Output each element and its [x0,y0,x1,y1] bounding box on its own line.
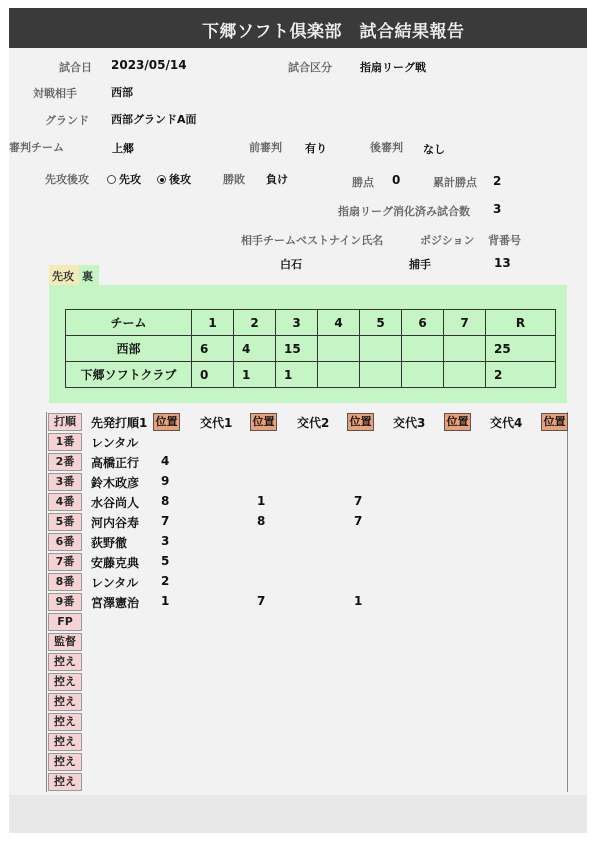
scoreboard-score-cell[interactable]: 15 [276,336,318,362]
scoreboard-header-inning-1: 1 [192,310,234,336]
batting-order-badge: 8番 [48,573,82,591]
scoreboard-score-cell[interactable] [360,362,402,388]
scoreboard-score-cell[interactable] [360,336,402,362]
batting-order-badge: 監督 [48,633,82,651]
points-value[interactable]: 0 [392,173,401,187]
batting-order-badge: 2番 [48,453,82,471]
scoreboard-score-cell[interactable] [318,362,360,388]
scoreboard-score-cell[interactable] [402,336,444,362]
report-sheet [9,8,587,833]
position-number[interactable]: 1 [161,594,170,608]
position-number[interactable]: 8 [161,494,170,508]
header-bar [9,8,587,48]
date-value[interactable]: 2023/05/14 [111,58,187,72]
radio-first[interactable]: 先攻 [107,171,141,187]
radio-second[interactable]: 後攻 [157,171,191,187]
total-points-label: 累計勝点 [433,176,477,189]
lineup-row [47,652,569,672]
scoreboard-team-name: 西部 [66,336,192,362]
result-value[interactable]: 負け [266,173,288,186]
radio-on-icon [157,175,166,184]
batting-order-badge: 5番 [48,513,82,531]
scoreboard-header-team: チーム [66,310,192,336]
lineup-row [47,452,569,472]
lineup-row [47,672,569,692]
player-name[interactable]: レンタル [91,436,139,450]
result-label: 勝敗 [223,173,245,186]
scoreboard-header-inning-3: 3 [276,310,318,336]
lineup-row [47,432,569,452]
position-number[interactable]: 1 [354,594,363,608]
lineup-header-position: 位置 [541,413,568,431]
scoreboard-panel [49,285,567,403]
batting-order-label: 先攻後攻 [45,173,89,186]
footer-bar [9,795,587,833]
lineup-header-position: 位置 [250,413,277,431]
player-name[interactable]: 河内谷寿 [91,516,140,530]
lineup-header-order: 打順 [48,413,82,431]
position-label: ポジション [420,234,475,247]
scoreboard-header-inning-7: 7 [444,310,486,336]
player-name[interactable]: レンタル [91,576,139,590]
position-number[interactable]: 9 [161,474,170,488]
batting-order-badge: 1番 [48,433,82,451]
scoreboard-score-cell[interactable] [444,336,486,362]
batting-order-badge: 4番 [48,493,82,511]
lineup-row [47,512,569,532]
scoreboard-score-cell[interactable] [402,362,444,388]
batting-order-badge: 9番 [48,593,82,611]
lineup-header-starter: 先発打順1 [91,416,148,430]
scoreboard-header-inning-4: 4 [318,310,360,336]
opponent-label: 対戦相手 [33,87,77,100]
lineup-row [47,532,569,552]
lineup-row [47,612,569,632]
lineup-row [47,632,569,652]
scoreboard-header-row [66,310,556,336]
batting-order-badge: 7番 [48,553,82,571]
tab-second-half[interactable]: 裏 [79,265,99,285]
position-number[interactable]: 5 [161,554,170,568]
batting-order-badge: 控え [48,713,82,731]
games-played-label: 指扇リーグ消化済み試合数 [338,205,470,218]
batting-order-badge: FP [48,613,82,631]
scoreboard-header-runs: R [486,310,556,336]
player-name[interactable]: 高橋正行 [91,456,140,470]
scoreboard-score-cell[interactable]: 1 [234,362,276,388]
total-points-value[interactable]: 2 [493,174,502,188]
tab-first-half[interactable]: 先攻 [49,265,79,285]
post-umpire-value[interactable]: なし [423,143,445,156]
lineup-table [46,412,568,792]
scoreboard-score-cell[interactable]: 1 [276,362,318,388]
lineup-header-row [47,412,569,432]
batting-order-badge: 控え [48,733,82,751]
player-name[interactable]: 水谷尚人 [91,496,140,510]
scoreboard-header-inning-5: 5 [360,310,402,336]
position-number[interactable]: 8 [257,514,266,528]
player-name[interactable]: 荻野徹 [91,536,128,550]
scoreboard-row-opponent [66,336,556,362]
lineup-header-position: 位置 [347,413,374,431]
lineup-row [47,572,569,592]
scoreboard-total-cell[interactable]: 25 [486,336,556,362]
umpire-team-label: 審判チーム [9,141,64,154]
lineup-row [47,692,569,712]
umpire-team-value[interactable]: 上郷 [112,142,134,155]
scoreboard-score-cell[interactable] [444,362,486,388]
lineup-row [47,772,569,792]
position-number[interactable]: 4 [161,454,170,468]
post-umpire-label: 後審判 [370,141,403,154]
pre-umpire-value[interactable]: 有り [305,142,327,155]
lineup-row [47,732,569,752]
lineup-header-position: 位置 [153,413,180,431]
batting-order-badge: 控え [48,753,82,771]
scoreboard-score-cell[interactable]: 6 [192,336,234,362]
scoreboard-header-inning-6: 6 [402,310,444,336]
lineup-header-sub-2: 交代2 [297,416,330,430]
scoreboard-score-cell[interactable]: 4 [234,336,276,362]
position-number[interactable]: 1 [257,494,266,508]
lineup-header-sub-4: 交代4 [490,416,523,430]
lineup-row [47,752,569,772]
best-nine-value[interactable]: 白石 [280,258,302,271]
category-value[interactable]: 指扇リーグ戦 [360,61,426,74]
number-value[interactable]: 13 [494,256,511,270]
page-title: 下郷ソフト倶楽部 試合結果報告 [202,22,465,42]
batting-order-badge: 控え [48,673,82,691]
batting-order-badge: 控え [48,773,82,791]
batting-order-badge: 6番 [48,533,82,551]
scoreboard-score-cell[interactable]: 0 [192,362,234,388]
scoreboard-header-inning-2: 2 [234,310,276,336]
ground-value[interactable]: 西部グランドA面 [111,113,197,126]
lineup-header-sub-1: 交代1 [200,416,233,430]
player-name[interactable]: 宮澤憲治 [91,596,140,610]
position-number[interactable]: 7 [354,514,363,528]
scoreboard-score-cell[interactable] [318,336,360,362]
lineup-row [47,472,569,492]
scoreboard-team-name: 下郷ソフトクラブ [66,362,192,388]
batting-order-badge: 3番 [48,473,82,491]
category-label: 試合区分 [288,61,332,74]
lineup-header-sub-3: 交代3 [393,416,426,430]
lineup-row [47,712,569,732]
scoreboard-table [65,309,556,388]
scoreboard-row-home [66,362,556,388]
lineup-row [47,552,569,572]
radio-off-icon [107,175,116,184]
position-number[interactable]: 2 [161,574,170,588]
batting-order-badge: 控え [48,693,82,711]
position-number[interactable]: 7 [354,494,363,508]
position-value[interactable]: 捕手 [409,258,431,271]
lineup-row [47,592,569,612]
lineup-row [47,492,569,512]
ground-label: グランド [45,114,89,127]
points-label: 勝点 [352,176,374,189]
player-name[interactable]: 安藤克典 [91,556,140,570]
best-nine-label: 相手チームベストナイン氏名 [241,234,384,247]
position-number[interactable]: 3 [161,534,170,548]
pre-umpire-label: 前審判 [249,141,282,154]
player-name[interactable]: 鈴木政彦 [91,476,140,490]
lineup-header-position: 位置 [444,413,471,431]
position-number[interactable]: 7 [257,594,266,608]
date-label: 試合日 [59,61,92,74]
opponent-value[interactable]: 西部 [111,86,133,99]
batting-order-badge: 控え [48,653,82,671]
scoreboard-total-cell[interactable]: 2 [486,362,556,388]
number-label: 背番号 [488,234,521,247]
position-number[interactable]: 7 [161,514,170,528]
games-played-value[interactable]: 3 [493,202,502,216]
